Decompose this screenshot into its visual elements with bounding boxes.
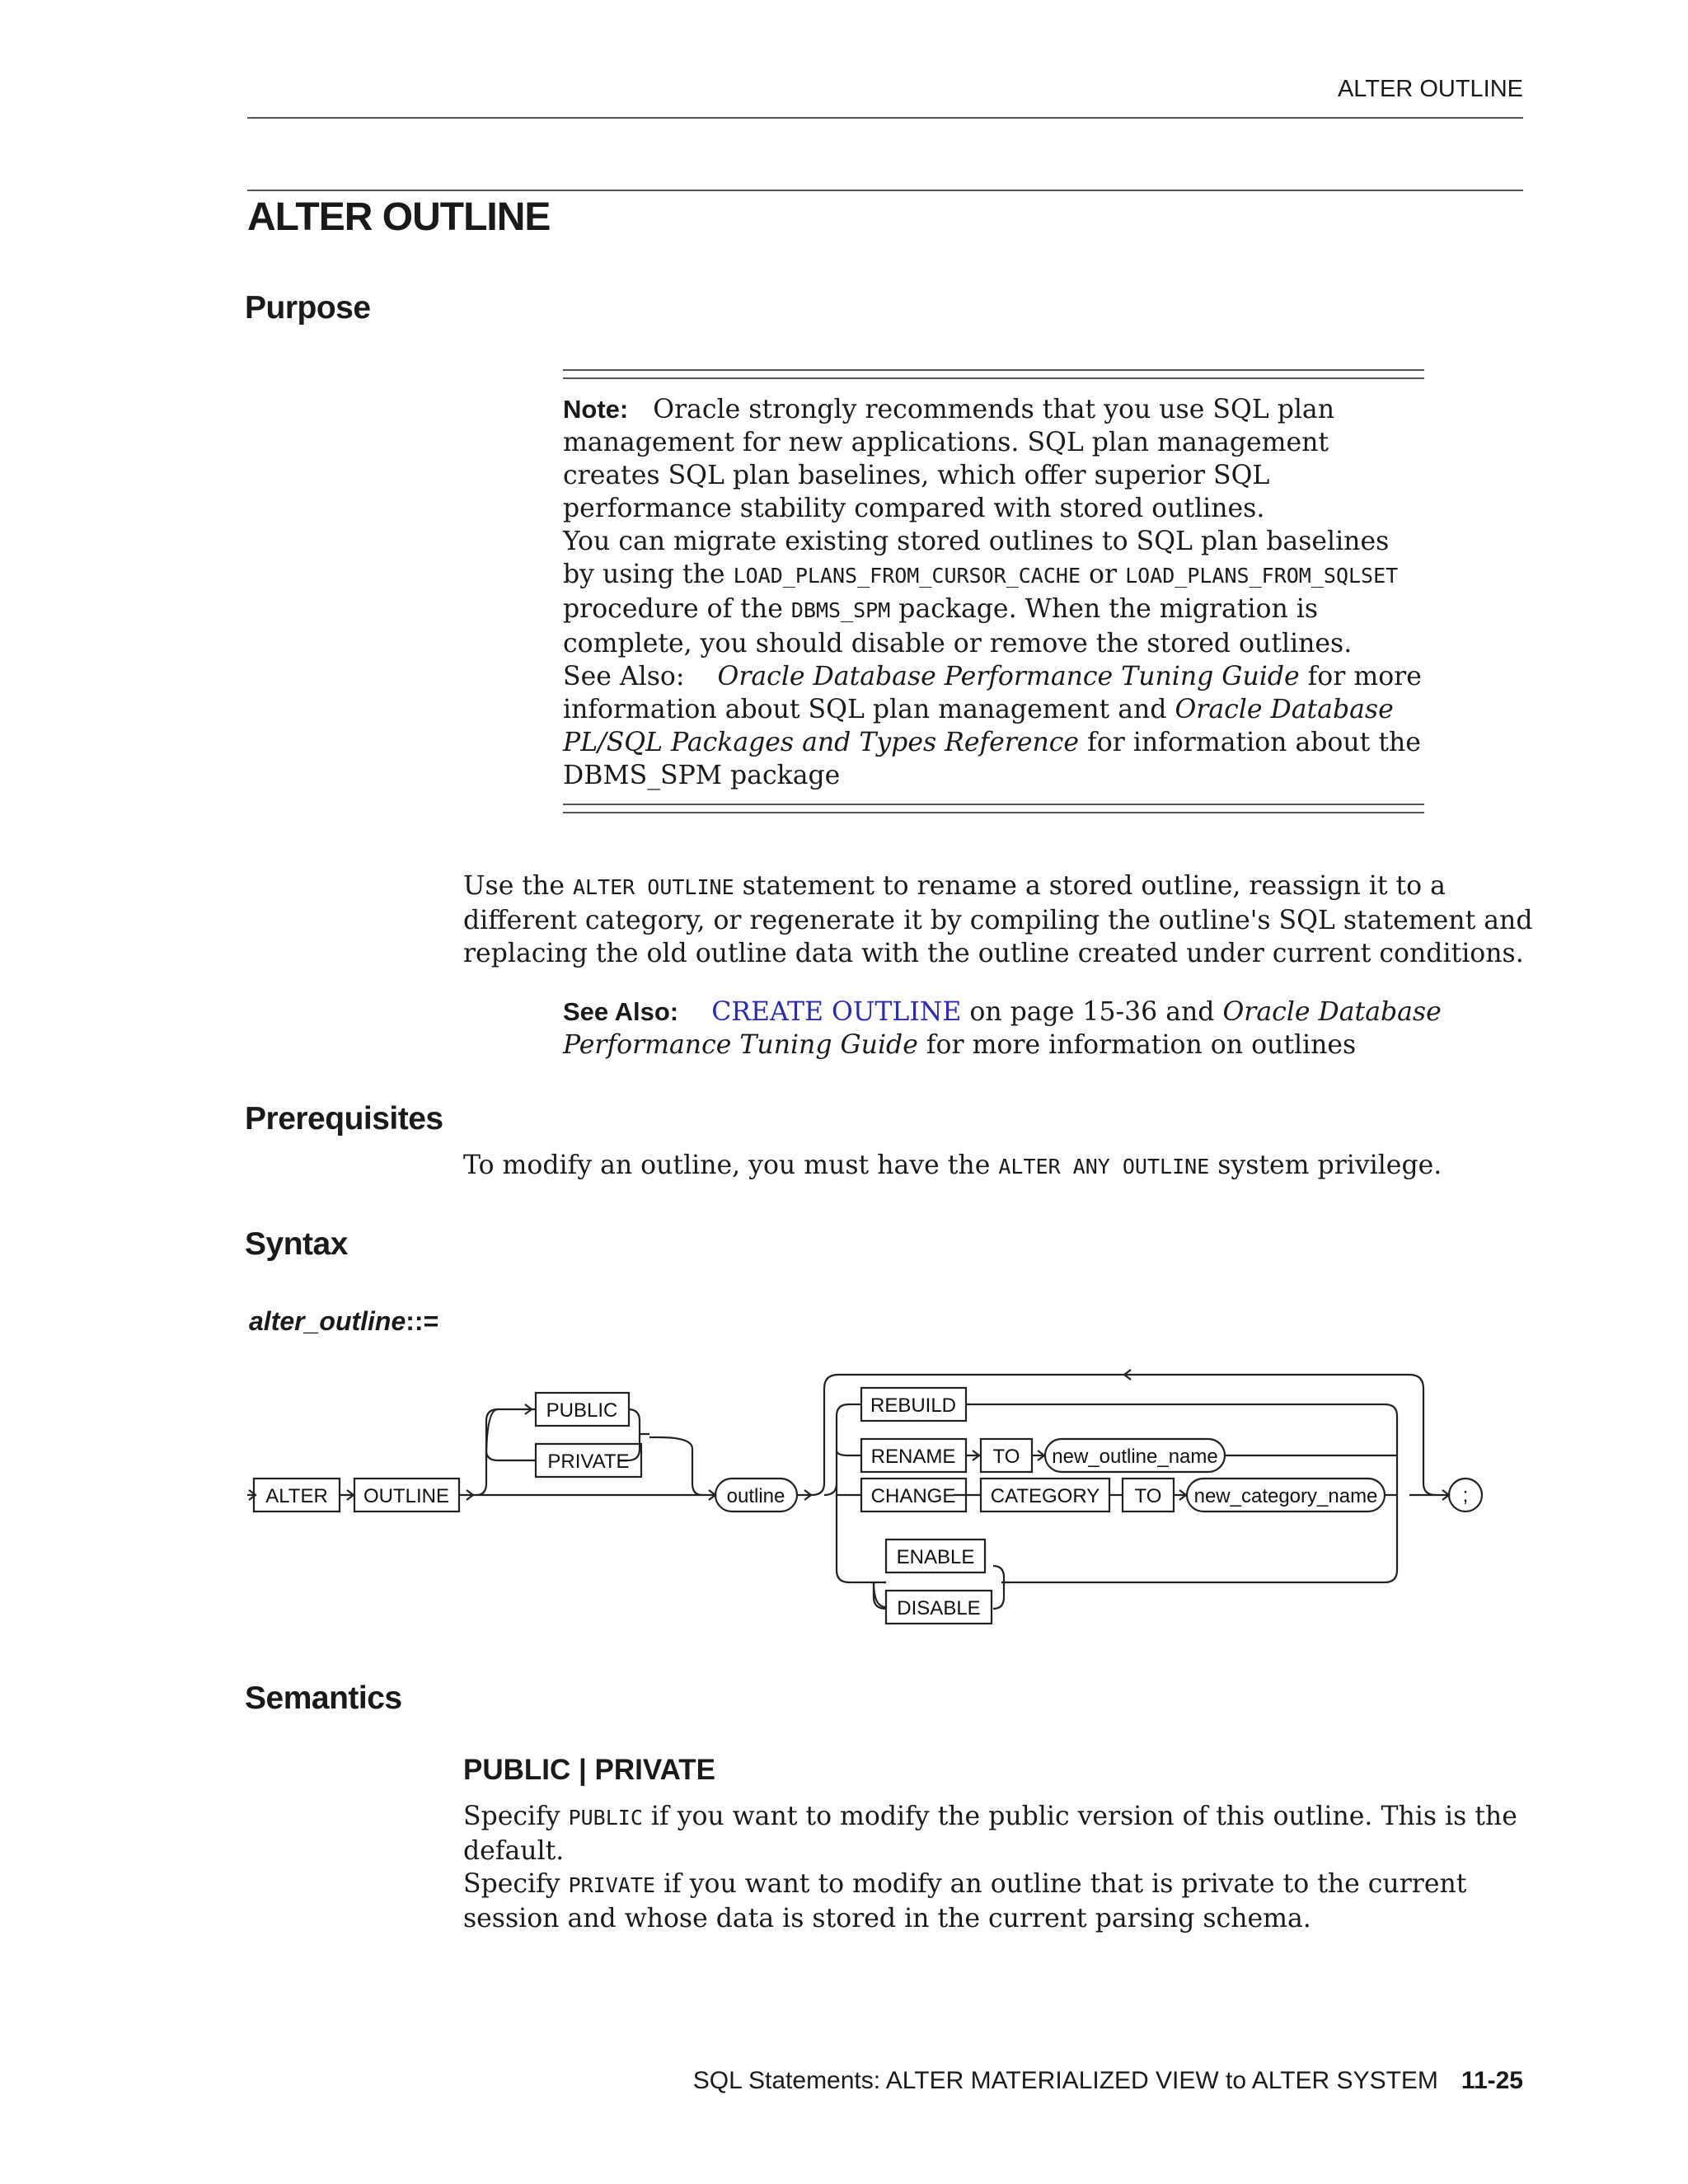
semantics-public-paragraph: Specify PUBLIC if you want to modify the public version of this outline. This is the default. [463,1802,1517,1866]
note-see-also: See Also: Oracle Database Performance Tuning Guide for more information about SQL plan management and Oracle Database PL/SQL Packages and Types Reference for information about the DBMS_SPM package [563,662,1422,790]
diagram-rename: RENAME [870,1446,956,1468]
diagram-alter: ALTER [265,1485,328,1507]
section-heading-prerequisites: Prerequisites [245,1101,443,1137]
purpose-body: Use the ALTER OUTLINE statement to rename a stored outline, reassign it to a different category, or regenerate it by compiling the outline's SQL statement and replacing the old outline data with the outline created under current conditions. [463,871,1533,968]
diagram-private: PRIVATE [547,1451,630,1473]
purpose-see-also: See Also: CREATE OUTLINE on page 15-36 and Oracle Database Performance Tuning Guide for more information on outlines [563,997,1442,1060]
diagram-rebuild: REBUILD [870,1394,957,1417]
diagram-disable: DISABLE [897,1597,981,1619]
diagram-outline-keyword: OUTLINE [363,1485,450,1507]
syntax-production-label: alter_outline::= [249,1306,439,1336]
running-header-title: ALTER OUTLINE [1337,76,1523,102]
note-label: Note: [563,395,629,424]
semantics-body [463,1800,1535,1935]
diagram-enable: ENABLE [896,1546,975,1568]
page-number: 11-25 [1461,2067,1523,2094]
semantics-private-paragraph: Specify PRIVATE if you want to modify an outline that is private to the current session and whose data is stored in the current parsing schema. [463,1869,1467,1933]
page-title: ALTER OUTLINE [247,195,551,239]
diagram-new-category-name: new_category_name [1193,1485,1378,1507]
section-heading-purpose: Purpose [245,290,371,326]
diagram-outline: outline [726,1485,785,1507]
diagram-to-1: TO [992,1446,1020,1468]
diagram-to-2: TO [1134,1485,1162,1507]
diagram-public: PUBLIC [546,1399,618,1422]
semantics-subheading: PUBLIC | PRIVATE [463,1754,716,1786]
prerequisites-body: To modify an outline, you must have the ALTER ANY OUTLINE system privilege. [463,1151,1442,1180]
note-migration-paragraph: You can migrate existing stored outlines to SQL plan baselines by using the LOAD_PLANS_FROM_CURSOR_CACHE or LOAD_PLANS_FROM_SQLSET procedure of the DBMS_SPM package. When the migration is complete, you should disable or remove the stored outlines. [563,527,1399,658]
page-footer [693,2067,1523,2095]
diagram-change: CHANGE [870,1485,956,1507]
diagram-new-outline-name: new_outline_name [1052,1446,1218,1468]
create-outline-link[interactable]: CREATE OUTLINE [711,997,962,1027]
section-heading-semantics: Semantics [245,1680,402,1716]
diagram-category: CATEGORY [990,1485,1100,1507]
diagram-semicolon: ; [1462,1484,1469,1507]
note-paragraph: Note: Oracle strongly recommends that you use SQL plan management for new applications. SQL plan management creates SQL plan baselines, which offer superior SQL performance stability compared with stored outlines. [563,395,1335,523]
footer-text: SQL Statements: ALTER MATERIALIZED VIEW to ALTER SYSTEM [692,2067,1438,2094]
section-heading-syntax: Syntax [245,1226,348,1262]
